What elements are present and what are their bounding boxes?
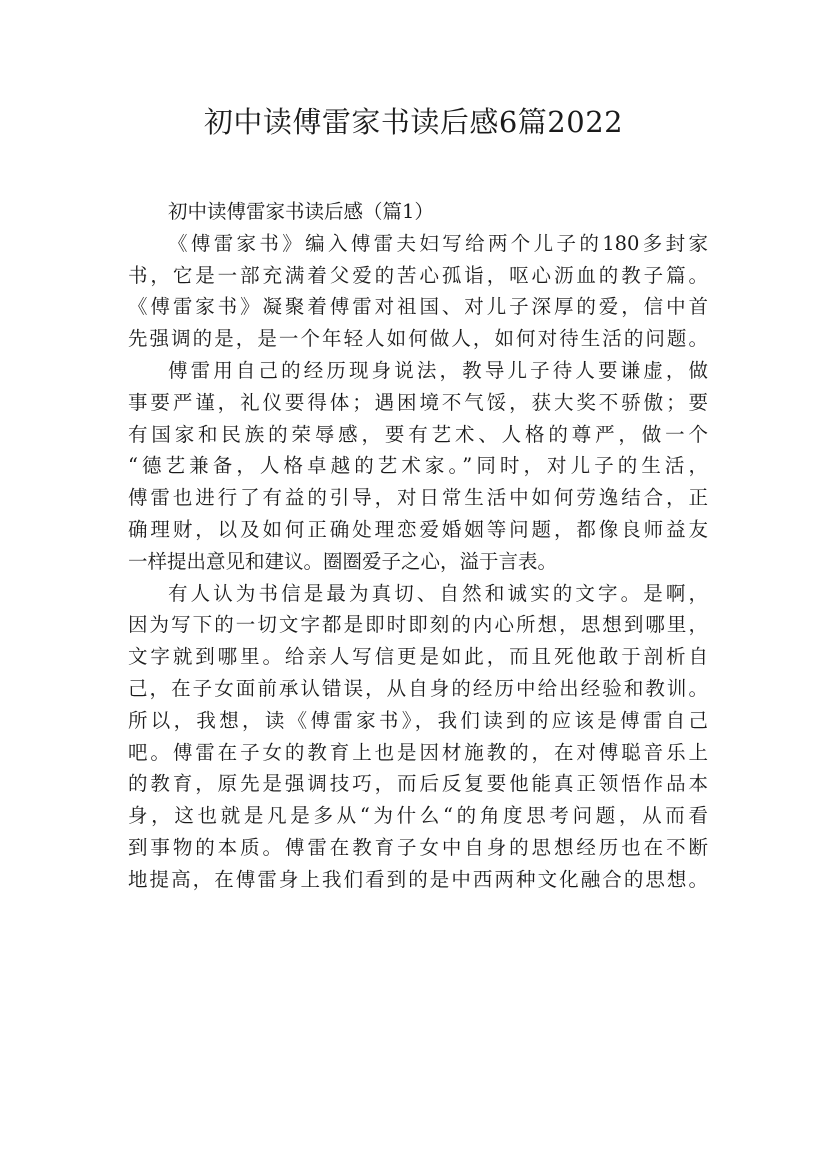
text-line: 书，它是一部充满着父爱的苦心孤诣，呕心沥血的教子篇。 — [128, 263, 708, 287]
text-line: 有国家和民族的荣辱感，要有艺术、人格的尊严，做一个 — [128, 422, 708, 446]
text-line: 傅雷用自己的经历现身说法，教导儿子待人要谦虚，做 — [168, 358, 708, 382]
text-line: 所以，我想，读《傅雷家书》，我们读到的应该是傅雷自己 — [128, 708, 708, 732]
text-line: 《傅雷家书》编入傅雷夫妇写给两个儿子的180多封家 — [168, 231, 708, 255]
text-line: 事要严谨，礼仪要得体；遇困境不气馁，获大奖不骄傲；要 — [128, 390, 708, 414]
text-line: 先强调的是，是一个年轻人如何做人，如何对待生活的问题。 — [128, 327, 708, 351]
text-line: 确理财，以及如何正确处理恋爱婚姻等问题，都像良师益友 — [128, 517, 708, 541]
text-line: 身，这也就是凡是多从“为什么“的角度思考问题，从而看 — [128, 804, 708, 828]
text-line: 己，在子女面前承认错误，从自身的经历中给出经验和教训。 — [128, 676, 708, 700]
text-line: 《傅雷家书》凝聚着傅雷对祖国、对儿子深厚的爱，信中首 — [128, 295, 708, 319]
document-body — [128, 196, 708, 896]
text-line: “德艺兼备，人格卓越的艺术家。”同时，对儿子的生活， — [128, 454, 708, 478]
text-line: 一样提出意见和建议。圈圈爱子之心，溢于言表。 — [128, 549, 558, 573]
text-line: 的教育，原先是强调技巧，而后反复要他能真正领悟作品本 — [128, 772, 708, 796]
text-line: 因为写下的一切文字都是即时即刻的内心所想，思想到哪里， — [128, 613, 708, 637]
section-heading: 初中读傅雷家书读后感（篇1） — [168, 200, 434, 223]
document-title: 初中读傅雷家书读后感6篇2022 — [203, 105, 624, 139]
text-line: 傅雷也进行了有益的引导，对日常生活中如何劳逸结合，正 — [128, 486, 708, 510]
text-line: 文字就到哪里。给亲人写信更是如此，而且死他敢于剖析自 — [128, 645, 708, 669]
text-line: 吧。傅雷在子女的教育上也是因材施教的，在对傅聪音乐上 — [128, 740, 708, 764]
text-line: 有人认为书信是最为真切、自然和诚实的文字。是啊， — [168, 581, 708, 605]
text-line: 地提高，在傅雷身上我们看到的是中西两种文化融合的思想。 — [128, 867, 708, 891]
text-line: 到事物的本质。傅雷在教育子女中自身的思想经历也在不断 — [128, 835, 708, 859]
